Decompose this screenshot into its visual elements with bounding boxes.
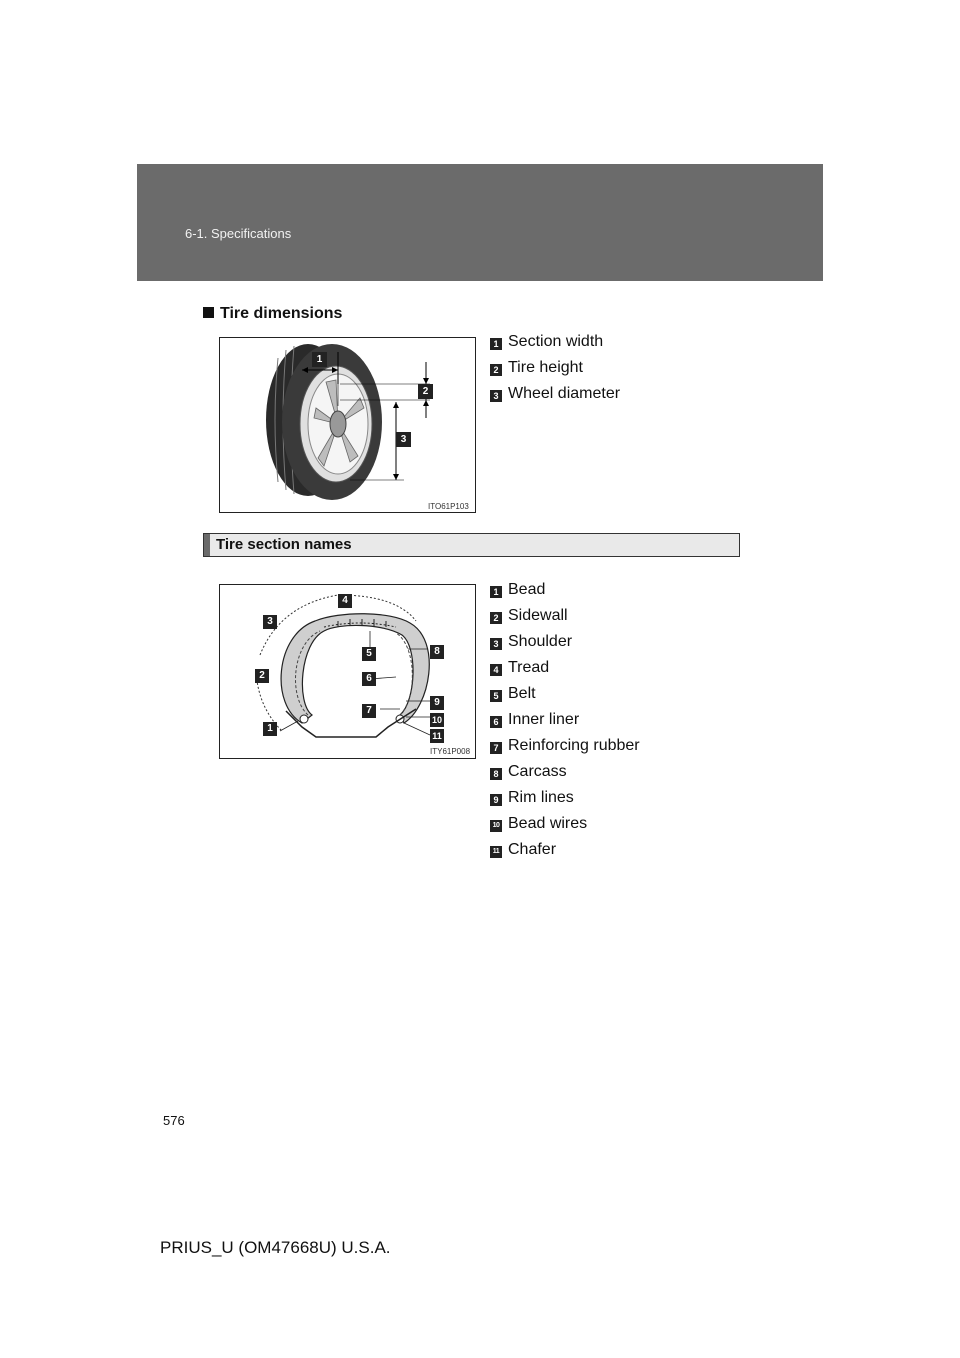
legend-label: Chafer [508,841,557,858]
tire-dimensions-heading-text: Tire dimensions [220,305,343,322]
figure-callout-9: 9 [430,696,444,710]
figure-callout-2: 2 [418,384,433,399]
figure-callout-1: 1 [312,352,327,367]
figure-callout-10: 10 [431,715,442,725]
legend-number: 11 [490,846,502,858]
figure-callout-2: 2 [255,669,269,683]
figure-callout-7: 7 [362,704,376,718]
legend-number: 8 [490,768,502,780]
legend-label: Reinforcing rubber [508,737,640,754]
section-title: Tire section names [216,536,352,553]
legend-label: Bead wires [508,815,588,832]
section-breadcrumb: 6-1. Specifications [185,226,292,241]
figure-callout-1: 1 [263,722,277,736]
legend-number: 6 [490,716,502,728]
page-number: 576 [163,1113,185,1128]
legend-label: Shoulder [508,633,573,650]
legend-label: Carcass [508,763,567,780]
tire-section-figure [219,584,476,759]
figure-callout-11: 11 [430,729,444,743]
tire-dimensions-figure [219,337,476,513]
legend-label: Rim lines [508,789,574,806]
legend-label: Tire height [508,359,583,376]
figure-code: ITO61P103 [428,502,469,511]
tire-wheel-illustration [220,338,475,512]
figure-callout-3: 3 [396,432,411,447]
figure-callout-5: 5 [362,647,376,661]
figure-code: ITY61P008 [430,747,471,756]
legend-number: 1 [490,586,502,598]
legend-label: Tread [508,659,550,676]
legend-number: 7 [490,742,502,754]
legend-number: 4 [490,664,502,676]
square-bullet-icon [203,307,214,318]
legend-number: 2 [490,364,502,376]
figure-callout-6: 6 [362,672,376,686]
section-accent [204,534,210,556]
legend-number: 5 [490,690,502,702]
legend-label: Belt [508,685,536,702]
legend-number: 3 [490,390,502,402]
header-band [137,164,823,281]
legend-label: Sidewall [508,607,568,624]
legend-label: Bead [508,581,546,598]
legend-number: 9 [490,794,502,806]
figure-callout-3: 3 [263,615,277,629]
legend-label: Section width [508,333,604,350]
legend-number: 3 [490,638,502,650]
legend-number: 1 [490,338,502,350]
legend-number: 10 [490,820,502,832]
legend-number: 2 [490,612,502,624]
tire-dimensions-heading [203,305,342,323]
footer-model-id: PRIUS_U (OM47668U) U.S.A. [160,1238,391,1257]
legend-label: Inner liner [508,711,580,728]
section-title-bar [203,533,740,557]
figure-callout-4: 4 [338,594,352,608]
figure-callout-8: 8 [430,645,444,659]
legend-label: Wheel diameter [508,385,621,402]
